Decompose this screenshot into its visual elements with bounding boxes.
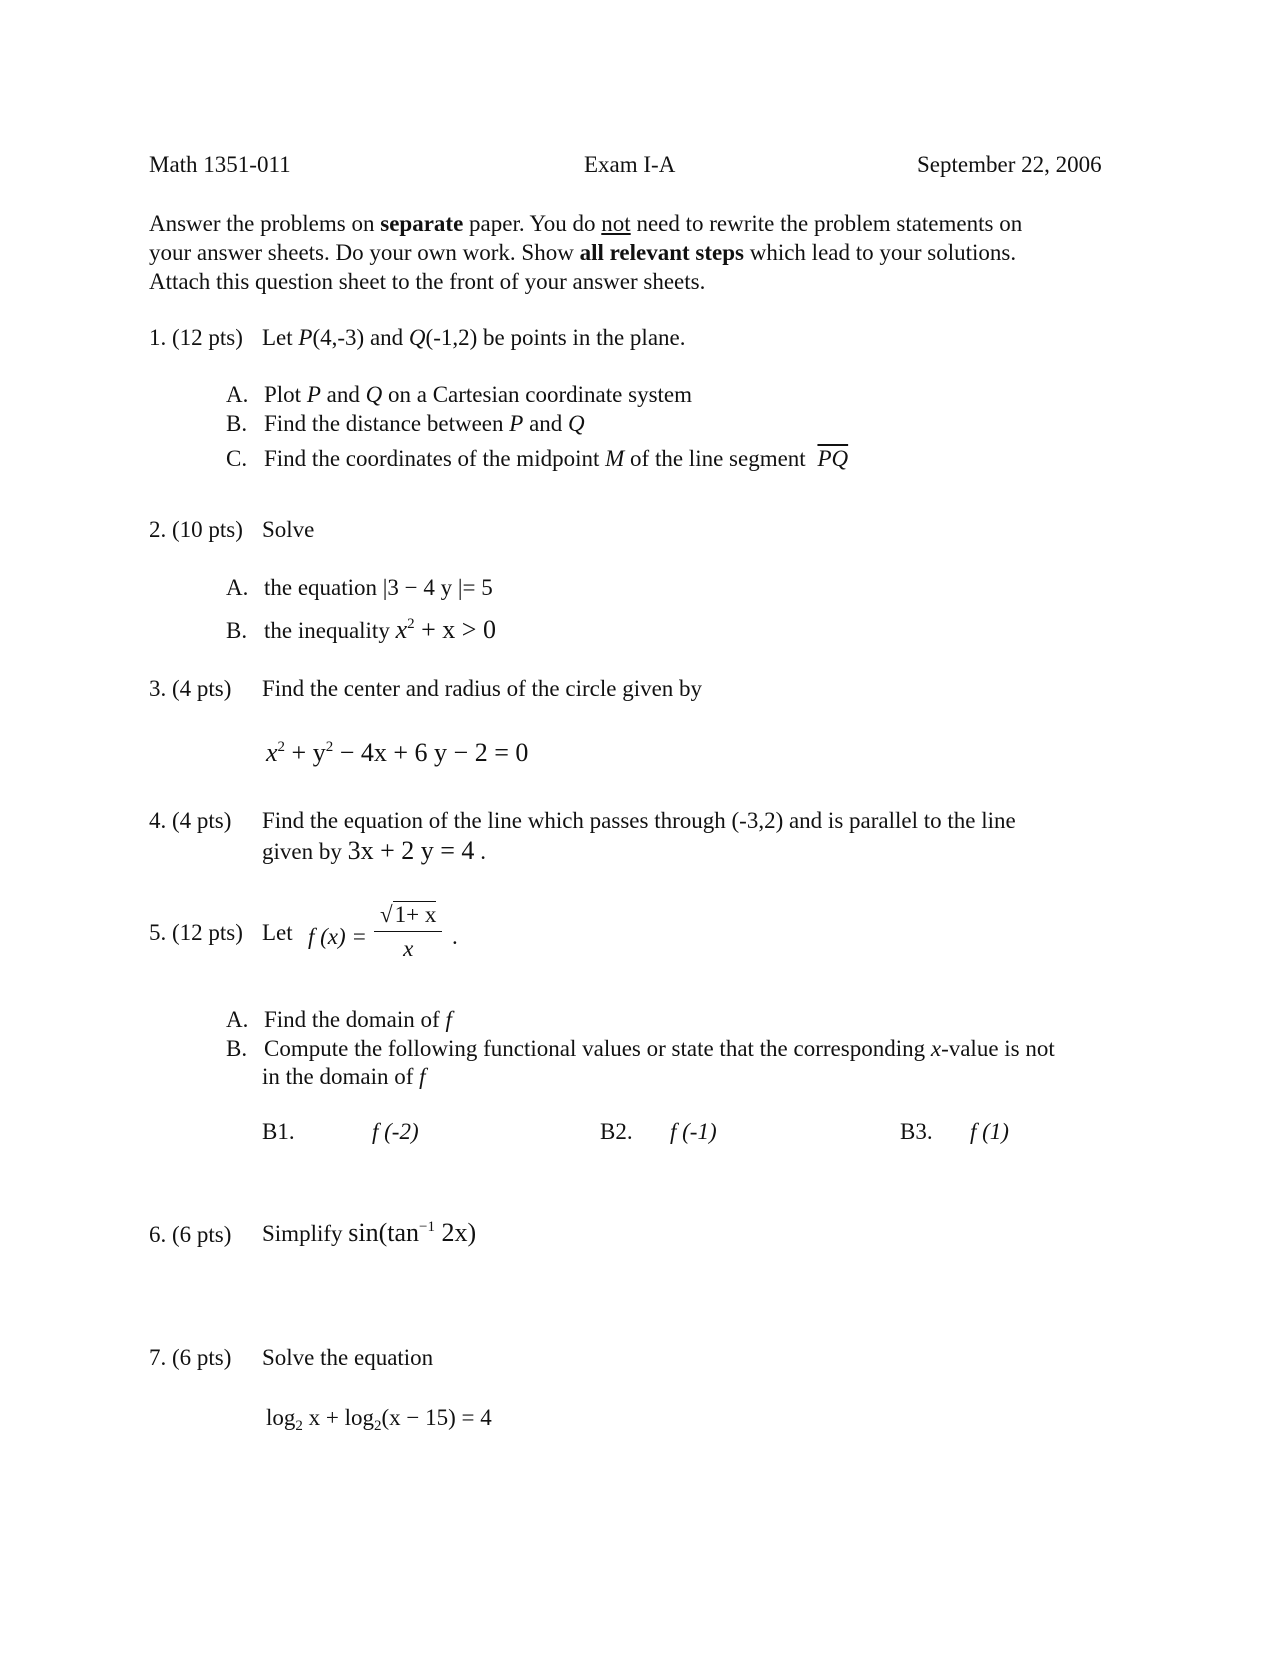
trig-expression: $\sin(\tan^{-1}$ 2x) — [348, 1218, 477, 1247]
exam-date: September 22, 2006 — [917, 152, 1102, 177]
problem-5-b1-value: f (-2) — [372, 1119, 419, 1144]
problem-4-line-2: given by 3x + 2 y = 4 . — [262, 836, 486, 865]
problem-5-b2-value: f (-1) — [670, 1119, 717, 1144]
problem-1b: B. Find the distance between P and Q — [226, 411, 585, 436]
function-period: . — [452, 924, 458, 949]
problem-7-text: Solve the equation — [262, 1345, 434, 1370]
circle-equation: $x^2 + y^2 - 4x + 6$ y − 2 = 0 — [266, 738, 529, 767]
sqrt-icon: √ — [380, 902, 393, 927]
log-equation: $\log_2 x + \log_2(x - 15) = 4$ — [266, 1405, 492, 1434]
problem-1c: C. Find the coordinates of the midpoint M of the line segment $\overline{PQ}$ — [226, 446, 849, 471]
function-fraction: $\frac{√1+ x}{x}$ — [374, 900, 442, 963]
course-number: Math 1351-011 — [149, 152, 291, 177]
problem-3-number: 3. (4 pts) — [149, 676, 232, 701]
function-lhs: f (x) = — [308, 924, 367, 949]
problem-3-text: Find the center and radius of the circle given by — [262, 676, 703, 701]
problem-2a: A. the equation |3 − 4 y |= 5 — [226, 575, 493, 600]
problem-2-text: Solve — [262, 517, 315, 542]
equation-abs-value: |3 − 4 y |= 5 — [382, 575, 493, 600]
emphasis-all-relevant-steps: all relevant steps — [579, 240, 744, 265]
problem-6-text: Simplify $\sin(\tan^{-1}$ 2x) — [262, 1218, 477, 1247]
problem-2-number: 2. (10 pts) — [149, 517, 243, 542]
problem-5b-line-2: in the domain of f — [262, 1064, 426, 1089]
instructions-line-2: your answer sheets. Do your own work. Show all relevant steps which lead to your solutions. — [149, 240, 1017, 265]
problem-5-number: 5. (12 pts) — [149, 920, 243, 945]
emphasis-not: not — [601, 211, 631, 236]
problem-5b-line-1: B. Compute the following functional values or state that the corresponding x-value is not — [226, 1036, 1055, 1061]
exam-title: Exam I-A — [584, 152, 676, 177]
problem-5-b3-value: f (1) — [970, 1119, 1009, 1144]
problem-5-b1-label: B1. — [262, 1119, 295, 1144]
emphasis-separate: separate — [380, 211, 464, 236]
problem-1a: A. Plot P and Q on a Cartesian coordinate system — [226, 382, 693, 407]
problem-5a: A. Find the domain of f — [226, 1007, 452, 1032]
problem-5-b3-label: B3. — [900, 1119, 933, 1144]
instructions-line-3: Attach this question sheet to the front of your answer sheets. — [149, 269, 706, 294]
problem-5-b2-label: B2. — [600, 1119, 633, 1144]
problem-1-text: Let P(4,-3) and Q(-1,2) be points in the plane. — [262, 325, 686, 350]
problem-6-number: 6. (6 pts) — [149, 1222, 232, 1247]
problem-5-let: Let — [262, 920, 293, 945]
problem-4-number: 4. (4 pts) — [149, 808, 232, 833]
inequality-quadratic: $x^2 + x > 0$ — [395, 615, 496, 644]
problem-2b: B. the inequality $x^2 + x > 0$ — [226, 615, 496, 644]
instructions-line-1: Answer the problems on separate paper. You do not need to rewrite the problem statements on — [149, 211, 1023, 236]
problem-4-line-1: Find the equation of the line which passes through (-3,2) and is parallel to the line — [262, 808, 1016, 833]
problem-1-number: 1. (12 pts) — [149, 325, 243, 350]
problem-7-number: 7. (6 pts) — [149, 1345, 232, 1370]
segment-pq: $\overline{PQ}$ — [817, 446, 849, 471]
line-equation: 3x + 2 y = 4 — [347, 836, 475, 865]
